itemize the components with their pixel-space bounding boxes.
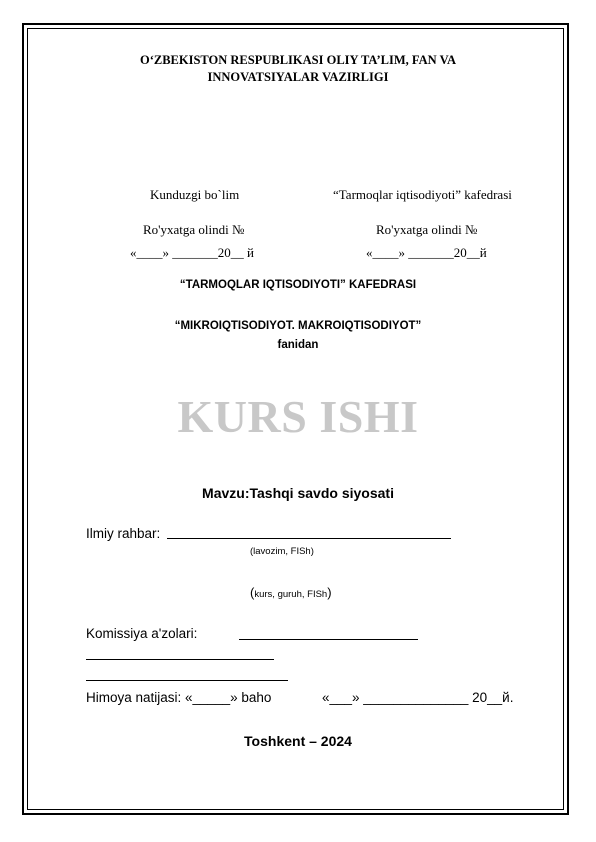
kafedra-heading: “TARMOQLAR IQTISODIYOTI” KAFEDRASI xyxy=(179,279,417,291)
topic-line: Mavzu:Tashqi savdo siyosati xyxy=(202,485,394,501)
registration-label-left: Ro'yxatga olindi № xyxy=(143,222,245,237)
student-hint-close-paren: ) xyxy=(327,585,332,600)
registration-date-left: «____» _______20__ й xyxy=(130,245,254,260)
ministry-title-line2: INNOVATSIYALAR VAZIRLIGI xyxy=(207,70,389,84)
ministry-title-line1: O‘ZBEKISTON RESPUBLIKASI OLIY TA’LIM, FAN VA xyxy=(139,53,457,67)
defense-result-date: «___» ______________ 20__й. xyxy=(322,690,514,705)
registration-label-right: Ro'yxatga olindi № xyxy=(376,222,478,237)
commission-label: Komissiya a'zolari: xyxy=(86,626,198,641)
registration-date-right: «____» _______20__й xyxy=(366,245,487,260)
fanidan-label: fanidan xyxy=(277,339,319,351)
student-hint-open-paren: ( xyxy=(250,585,255,600)
commission-blank-line-1 xyxy=(239,639,418,640)
advisor-hint: (lavozim, FISh) xyxy=(250,546,314,557)
commission-blank-line-2 xyxy=(86,659,274,660)
subject-heading: “MIKROIQTISODIYOT. MAKROIQTISODIYOT” xyxy=(174,320,422,332)
department-left: Kunduzgi bo`lim xyxy=(150,187,240,202)
commission-blank-line-3 xyxy=(86,680,288,681)
student-hint-text: kurs, guruh, FISh xyxy=(254,589,328,600)
city-year: Toshkent – 2024 xyxy=(244,733,352,749)
student-hint xyxy=(250,585,332,600)
advisor-blank-line xyxy=(167,538,451,539)
defense-result-label: Himoya natijasi: «_____» baho xyxy=(86,690,272,705)
department-right: “Tarmoqlar iqtisodiyoti” kafedrasi xyxy=(333,187,512,202)
advisor-label: Ilmiy rahbar: xyxy=(86,526,161,541)
main-title: KURS ISHI xyxy=(177,391,419,442)
